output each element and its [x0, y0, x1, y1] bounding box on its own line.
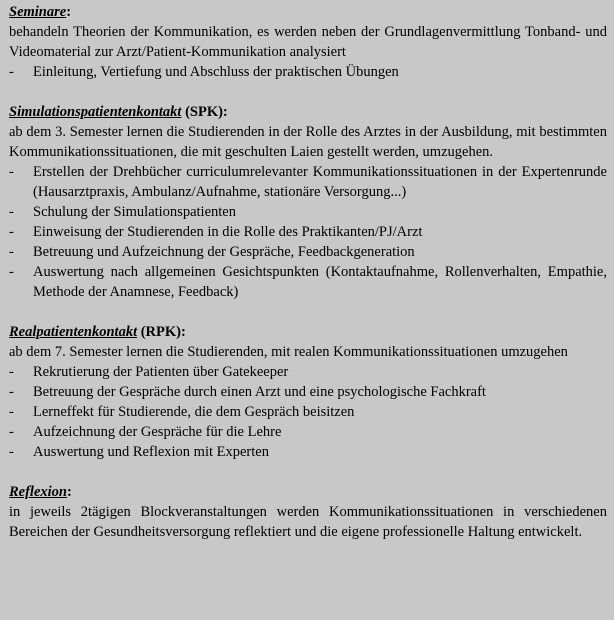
section-title: Reflexion	[9, 484, 67, 500]
section-text: ab dem 7. Semester lernen die Studierenden, mit realen Kommunikationssituationen umzugehen	[9, 344, 568, 360]
bullet-list	[9, 162, 607, 302]
section-heading	[9, 322, 607, 342]
section-title: Simulationspatientenkontakt	[9, 104, 182, 120]
list-item: - Rekrutierung der Patienten über Gatekeeper	[9, 362, 607, 382]
section-seminare	[9, 2, 607, 82]
bullet-list	[9, 62, 607, 82]
bullet-list	[9, 362, 607, 462]
section-title-suffix: :	[67, 484, 72, 500]
section-rpk	[9, 322, 607, 462]
section-heading	[9, 102, 607, 122]
section-text: behandeln Theorien der Kommunikation, es werden neben der Grundlagenvermittlung Tonband- und Videomaterial zur Arzt/Patient-Kommunikation analysiert	[9, 24, 607, 60]
list-item: - Einleitung, Vertiefung und Abschluss der praktischen Übungen	[9, 62, 607, 82]
list-item: - Erstellen der Drehbücher curriculumrelevanter Kommunikationssituationen in der Expertenrunde (Hausarztpraxis, Ambulanz/Aufnahme, stationäre Versorgung...)	[9, 162, 607, 202]
section-spk	[9, 102, 607, 302]
section-text: in jeweils 2tägigen Blockveranstaltungen werden Kommunikationssituationen in verschiedenen Bereichen der Gesundheitsversorgung reflektiert und die eigene professionelle Haltung entwickelt.	[9, 504, 607, 540]
list-item: - Auswertung nach allgemeinen Gesichtspunkten (Kontaktaufnahme, Rollenverhalten, Empathie, Methode der Anamnese, Feedback)	[9, 262, 607, 302]
list-item: - Auswertung und Reflexion mit Experten	[9, 442, 607, 462]
list-item: - Einweisung der Studierenden in die Rolle des Praktikanten/PJ/Arzt	[9, 222, 607, 242]
list-item: - Schulung der Simulationspatienten	[9, 202, 607, 222]
list-item: - Betreuung und Aufzeichnung der Gespräche, Feedbackgeneration	[9, 242, 607, 262]
list-item: - Lerneffekt für Studierende, die dem Gespräch beisitzen	[9, 402, 607, 422]
section-title-suffix: :	[66, 4, 72, 20]
section-reflexion	[9, 482, 607, 542]
list-item: - Aufzeichnung der Gespräche für die Lehre	[9, 422, 607, 442]
section-title-suffix: (SPK):	[181, 104, 228, 120]
section-text: ab dem 3. Semester lernen die Studierenden in der Rolle des Arztes in der Ausbildung, mit bestimmten Kommunikationssituationen, die mit geschulten Laien gestellt werden, umzugehen.	[9, 124, 607, 160]
section-title: Realpatientenkontakt	[9, 324, 138, 340]
section-heading	[9, 2, 607, 22]
section-title: Seminare	[9, 4, 67, 20]
section-heading	[9, 482, 607, 502]
list-item: - Betreuung der Gespräche durch einen Arzt und eine psychologische Fachkraft	[9, 382, 607, 402]
section-title-suffix: (RPK):	[137, 324, 186, 340]
